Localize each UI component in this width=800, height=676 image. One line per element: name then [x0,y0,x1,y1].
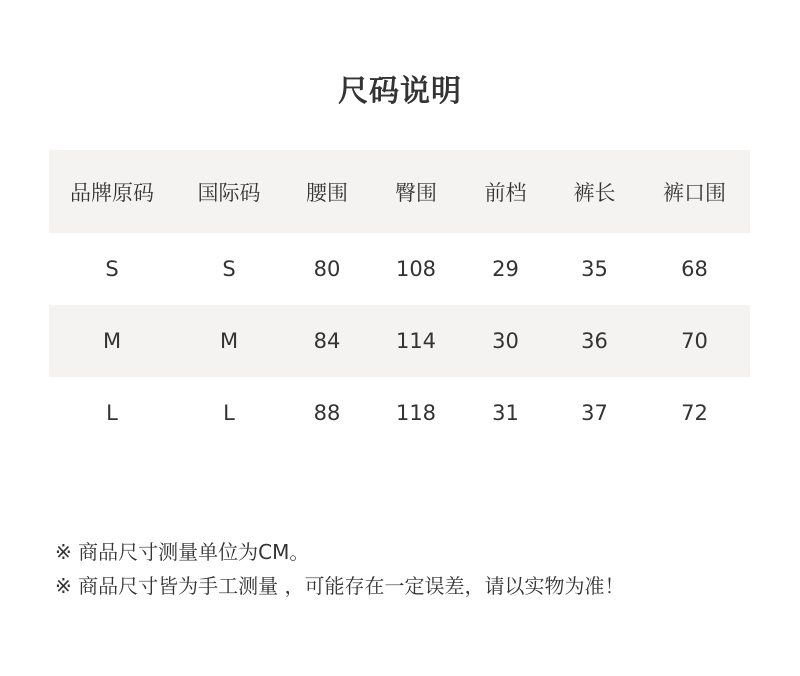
table-row [49,233,750,305]
table-cell: 36 [581,329,608,353]
header-brand-size: 品牌原码 [70,180,154,205]
table-cell: 84 [313,329,341,353]
table-cell: L [106,401,118,425]
header-leg-opening: 裤口围 [663,180,726,205]
table-cell: 114 [395,329,437,353]
page-title: 尺码说明 [338,74,462,109]
table-cell: M [219,329,239,353]
table-cell: 68 [681,257,708,281]
table-cell: 37 [581,401,608,425]
table-cell: 88 [313,401,341,425]
table-cell: S [105,257,119,281]
table-row [49,377,750,449]
table-header-row [49,150,750,233]
table-cell: 72 [681,401,708,425]
notes-section [55,535,624,603]
header-waist: 腰围 [306,180,348,205]
header-pant-length: 裤长 [573,180,616,205]
table-cell: 80 [313,257,341,281]
note-disclaimer: ※ 商品尺寸皆为手工测量 ，可能存在一定误差，请以实物为准！ [55,574,625,598]
table-cell: M [102,329,122,353]
table-cell: 70 [681,329,708,353]
table-cell: 29 [492,257,519,281]
header-intl-size: 国际码 [197,180,261,205]
header-hip: 臀围 [395,180,437,205]
table-cell: 108 [395,257,437,281]
note-unit: ※ 商品尺寸测量单位为CM。 [55,540,310,564]
table-cell: S [222,257,236,281]
table-row [49,305,750,377]
table-cell: L [223,401,235,425]
table-cell: 30 [492,329,519,353]
size-chart-table [49,150,750,449]
table-cell: 118 [395,401,437,425]
table-cell: 31 [492,401,519,425]
table-cell: 35 [581,257,608,281]
header-front-rise: 前档 [484,180,527,205]
